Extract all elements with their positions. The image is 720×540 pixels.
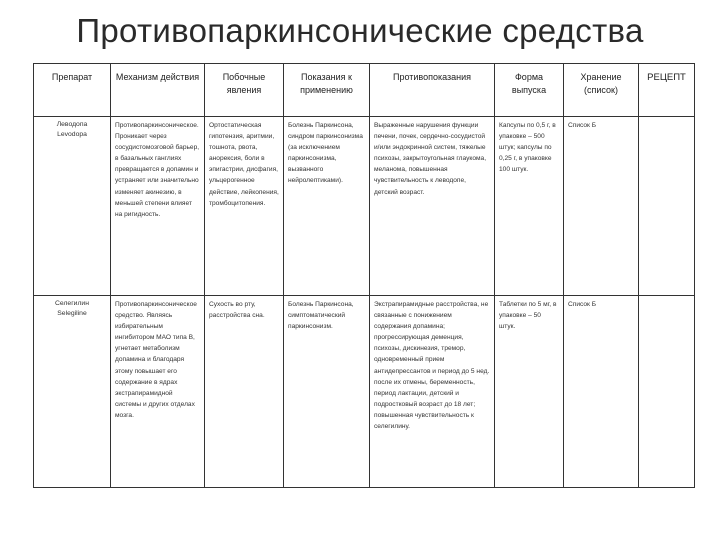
storage-cell: Список Б <box>564 117 639 296</box>
contraindications-cell: Выраженные нарушения функции печени, почек, сердечно-сосудистой и/или эндокринной систем, тяжелые психозы, закрытоугольная глаукома, меланома, повышенная чувствительность к леводопе, детский возраст. <box>370 117 495 296</box>
header-storage: Хранение (список) <box>564 64 639 117</box>
header-side-effects: Побочные явления <box>205 64 284 117</box>
drug-name-lat: Selegiline <box>57 310 87 317</box>
header-contraindications: Противопоказания <box>370 64 495 117</box>
recipe-cell <box>639 296 695 488</box>
storage-cell: Список Б <box>564 296 639 488</box>
header-form: Форма выпуска <box>495 64 564 117</box>
drugs-table <box>33 63 695 488</box>
form-cell: Капсулы по 0,5 г, в упаковке – 500 штук; капсулы по 0,25 г, в упаковке 100 штук. <box>495 117 564 296</box>
contraindications-cell: Экстрапирамидные расстройства, не связанные с понижением содержания допамина; прогрессирующая деменция, психозы, дискинезия, тремор, одновременный прием антидепрессантов и период до 5 нед. после их отмены, беременность, период лактации, детский и подростковый возраст до 18 лет; повышенная чувствительность к селегилину. <box>370 296 495 488</box>
header-indications: Показания к применению <box>284 64 370 117</box>
indications-cell: Болезнь Паркинсона, синдром паркинсонизма (за исключением паркинсонизма, вызванного нейролептиками). <box>284 117 370 296</box>
drug-name-lat: Levodopa <box>57 131 87 138</box>
page-title: Противопаркинсонические средства <box>76 12 644 49</box>
table-row <box>34 296 695 488</box>
side-effects-cell: Сухость во рту, расстройства сна. <box>205 296 284 488</box>
mechanism-cell: Противопаркинсоническое средство. Являясь избирательным ингибитором МАО типа В, угнетает метаболизм допамина и благодаря этому повышает его содержание в ядрах экстрапирамидной системы и других отделах мозга. <box>111 296 205 488</box>
header-recipe: РЕЦЕПТ <box>639 64 695 117</box>
drug-cell <box>34 117 111 296</box>
table-row <box>34 117 695 296</box>
header-row <box>34 64 695 117</box>
drug-cell <box>34 296 111 488</box>
header-mechanism: Механизм действия <box>111 64 205 117</box>
mechanism-cell: Противопаркинсоническое. Проникает через сосудистомозговой барьер, в базальных ганглиях превращается в допамин и устраняет или значительно изменяет акинезию, в меньшей степени влияет на ригидность. <box>111 117 205 296</box>
side-effects-cell: Ортостатическая гипотензия, аритмии, тошнота, рвота, анорексия, боли в эпигастрии, дисфагия, ульцерогенное действие, лейкопения, тромбоцитопения. <box>205 117 284 296</box>
drug-name-ru: Селегилин <box>54 300 89 307</box>
form-cell: Таблетки по 5 мг, в упаковке – 50 штук. <box>495 296 564 488</box>
drug-name-ru: Леводопа <box>56 121 88 128</box>
header-drug: Препарат <box>34 64 111 117</box>
recipe-cell <box>639 117 695 296</box>
indications-cell: Болезнь Паркинсона, симптоматический паркинсонизм. <box>284 296 370 488</box>
